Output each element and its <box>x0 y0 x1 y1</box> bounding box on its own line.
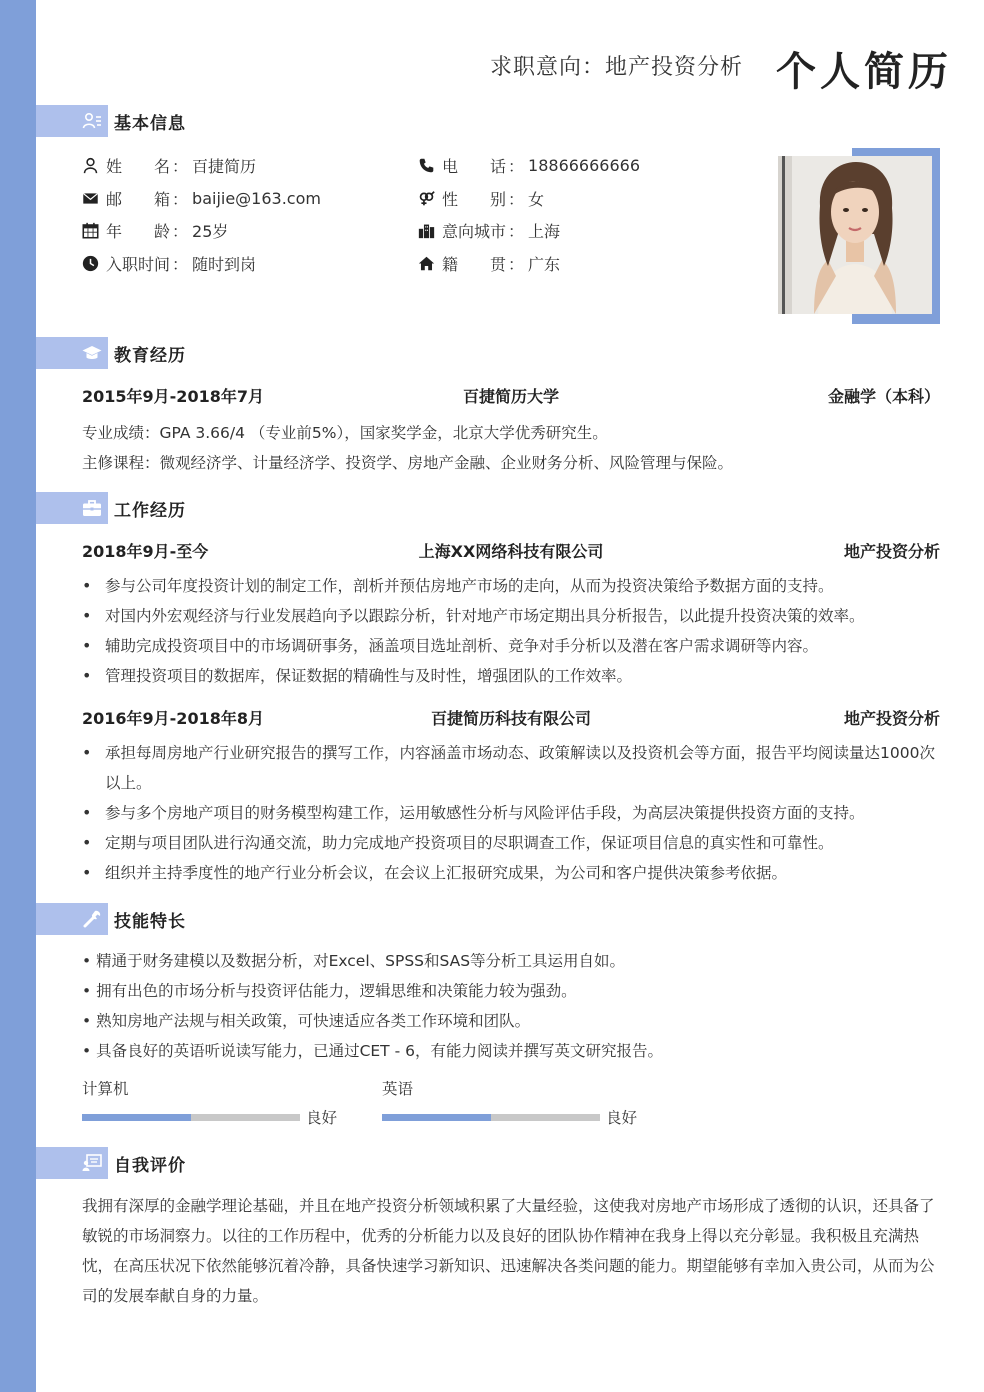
section-title: 工作经历 <box>114 500 186 521</box>
list-item: • 拥有出色的市场分析与投资评估能力，逻辑思维和决策能力较为强劲。 <box>82 982 577 1000</box>
skill-bar-fill <box>82 1114 191 1121</box>
section-band <box>36 105 108 137</box>
section-self-eval <box>36 1147 186 1179</box>
phone-value: 18866666666 <box>528 156 641 175</box>
gender-icon <box>418 190 435 207</box>
email-label: 邮 箱 <box>106 190 171 209</box>
name-value: 百捷简历 <box>192 157 257 176</box>
age-value: 25岁 <box>192 222 229 241</box>
work-2-company: 百捷简历科技有限公司 <box>430 709 591 728</box>
user-card-icon <box>82 111 102 131</box>
section-work <box>36 492 186 524</box>
section-band <box>36 337 108 369</box>
graduation-cap-icon <box>82 343 102 363</box>
skill-bar-label: 计算机 <box>82 1080 129 1098</box>
work-1-list <box>82 571 940 691</box>
work-1-role: 地产投资分析 <box>843 542 940 561</box>
gender-value: 女 <box>528 190 545 209</box>
education-school: 百捷简历大学 <box>462 387 559 406</box>
calendar-icon <box>82 222 99 239</box>
name-label: 姓 名 <box>106 157 171 176</box>
list-item: • 辅助完成投资项目中的市场调研事务，涵盖项目选址剖析、竞争对手分析以及潜在客户需求调研等内容。 <box>82 631 940 661</box>
home-icon <box>418 255 435 272</box>
section-title: 技能特长 <box>114 911 186 932</box>
section-band <box>36 492 108 524</box>
mail-icon <box>82 190 99 207</box>
skill-bar-level: 良好 <box>306 1109 338 1127</box>
education-major: 金融学（本科） <box>827 387 940 406</box>
list-item: • 对国内外宏观经济与行业发展趋向予以跟踪分析，针对地产市场定期出具分析报告，以此提升投资决策的效率。 <box>82 601 940 631</box>
self-eval-text: 我拥有深厚的金融学理论基础，并且在地产投资分析领域积累了大量经验，这使我对房地产市场形成了透彻的认识，还具备了敏锐的市场洞察力。以往的工作历程中，优秀的分析能力以及良好的团队协作精神在我身上得以充分彰显。我积极且充满热忱，在高压状况下依然能够沉着冷静，具备快速学习新知识、迅速解决各类问题的能力。期望能够有幸加入贵公司，从而为公司的发展奉献自身的力量。 <box>82 1197 935 1305</box>
section-band <box>36 1147 108 1179</box>
clock-icon <box>82 255 99 272</box>
education-details <box>82 418 940 478</box>
city-icon <box>418 222 435 239</box>
resume-title: 个人简历 <box>776 49 952 95</box>
person-icon <box>82 157 99 174</box>
sidebar-accent <box>0 0 36 1392</box>
list-item: • 精通于财务建模以及数据分析，对Excel、SPSS和SAS等分析工具运用自如。 <box>82 952 626 970</box>
info-name: 姓 名 ： 百捷简历 <box>82 154 256 177</box>
start-label: 入职时间 <box>106 255 171 274</box>
profile-photo <box>778 156 932 314</box>
info-city: 意向城市 ： 上海 <box>418 219 560 242</box>
list-item: • 管理投资项目的数据库，保证数据的精确性与及时性，增强团队的工作效率。 <box>82 661 940 691</box>
city-label: 意向城市 <box>442 222 507 241</box>
list-item: • 定期与项目团队进行沟通交流，助力完成地产投资项目的尽职调查工作，保证项目信息的真实性和可靠性。 <box>82 828 940 858</box>
phone-label: 电 话 <box>442 157 507 176</box>
info-start: 入职时间 ： 随时到岗 <box>82 252 256 275</box>
education-period: 2015年9月-2018年7月 <box>82 387 264 406</box>
section-title: 教育经历 <box>114 345 186 366</box>
info-age: 年 龄 ： 25岁 <box>82 219 228 242</box>
start-value: 随时到岗 <box>192 255 257 274</box>
education-courses: 主修课程：微观经济学、计量经济学、投资学、房地产金融、企业财务分析、风险管理与保险。 <box>82 454 734 472</box>
age-label: 年 龄 <box>106 222 171 241</box>
list-item: • 组织并主持季度性的地产行业分析会议，在会议上汇报研究成果，为公司和客户提供决策参考依据。 <box>82 858 940 888</box>
list-item: • 参与多个房地产项目的财务模型构建工作，运用敏感性分析与风险评估手段，为高层决策提供投资方面的支持。 <box>82 798 940 828</box>
skill-bar-level: 良好 <box>606 1109 638 1127</box>
skill-bar-track <box>382 1114 600 1121</box>
skill-bar-fill <box>382 1114 491 1121</box>
skill-bar-label: 英语 <box>382 1080 414 1098</box>
work-2-list <box>82 738 940 888</box>
briefcase-icon <box>82 498 102 518</box>
section-skills <box>36 903 186 935</box>
work-2-period: 2016年9月-2018年8月 <box>82 709 264 728</box>
tool-icon <box>82 909 102 929</box>
city-value: 上海 <box>528 222 561 241</box>
info-phone: 电 话 ： 18866666666 <box>418 154 640 177</box>
section-education <box>36 337 186 369</box>
education-grades: 专业成绩：GPA 3.66/4 （专业前5%），国家奖学金，北京大学优秀研究生。 <box>82 424 608 442</box>
list-item: • 承担每周房地产行业研究报告的撰写工作，内容涵盖市场动态、政策解读以及投资机会等方面，报告平均阅读量达1000次以上。 <box>82 738 940 798</box>
skill-bar-track <box>82 1114 300 1121</box>
gender-label: 性 别 <box>442 190 507 209</box>
skills-list <box>82 946 940 1066</box>
info-origin: 籍 贯 ： 广东 <box>418 252 560 275</box>
section-basic-info <box>36 105 186 137</box>
origin-label: 籍 贯 <box>442 255 507 274</box>
email-value: baijie@163.com <box>192 189 321 208</box>
info-email: 邮 箱 ： baijie@163.com <box>82 187 321 210</box>
info-gender: 性 别 ： 女 <box>418 187 544 210</box>
presentation-icon <box>82 1153 102 1173</box>
work-1-period: 2018年9月-至今 <box>82 542 209 561</box>
section-title: 自我评价 <box>114 1155 186 1176</box>
work-2-role: 地产投资分析 <box>843 709 940 728</box>
origin-value: 广东 <box>528 255 561 274</box>
portrait-illustration <box>778 156 932 314</box>
list-item: • 参与公司年度投资计划的制定工作，剖析并预估房地产市场的走向，从而为投资决策给予数据方面的支持。 <box>82 571 940 601</box>
work-1-company: 上海XX网络科技有限公司 <box>418 542 604 561</box>
section-title: 基本信息 <box>114 113 186 134</box>
list-item: • 熟知房地产法规与相关政策，可快速适应各类工作环境和团队。 <box>82 1012 531 1030</box>
phone-icon <box>418 157 435 174</box>
section-band <box>36 903 108 935</box>
job-intent: 求职意向：地产投资分析 <box>490 55 744 80</box>
list-item: • 具备良好的英语听说读写能力，已通过CET - 6，有能力阅读并撰写英文研究报告。 <box>82 1042 663 1060</box>
